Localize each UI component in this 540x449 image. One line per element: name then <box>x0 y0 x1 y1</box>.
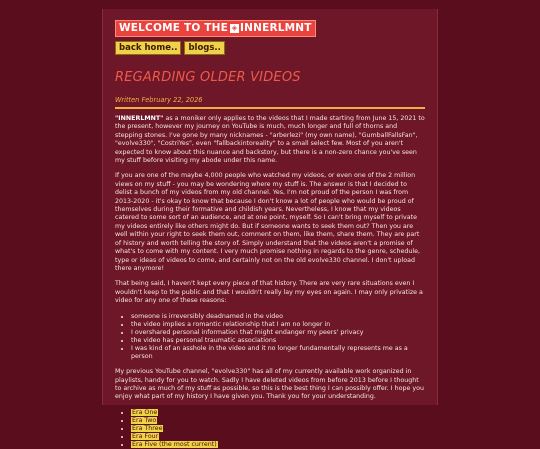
paragraph-intro-text: as a moniker only applies to the videos that I made starting from June 15, 2021 to the present, however my journey on YouTube is much, much longer and full of thorns and stepping stones. I've gone by many nicknames - "arberlezi" (my own name), "GumballFallsFan", "evolve330", "CostriYes", even "fallbackintoreality" to a small select few. Most of you aren't expected to know about this nuance and backstory, but there is a non-zero chance you've seen my stuff before visiting my abode under this name. <box>115 115 425 165</box>
brand-logo-icon: ◈ <box>231 23 238 32</box>
list-item: • someone is irreversibly deadnamed in the video <box>131 313 425 321</box>
banner-text: WELCOME TO THE <box>119 22 229 34</box>
era-five-link[interactable]: Era Five (the most current) <box>132 441 217 449</box>
site-banner <box>115 20 316 37</box>
post-body <box>115 115 425 449</box>
list-item <box>131 425 425 433</box>
paragraph-intro <box>115 115 425 165</box>
site-header <box>115 20 425 37</box>
era-one-link[interactable]: Era One <box>132 408 158 416</box>
paragraph-reasons-intro: That being said, I haven't kept every piece of that history. There are very rare situations even I wouldn't keep to the public and that I wouldn't really lay my eyes on again. I may only privatize a video for any one of these reasons: <box>115 280 423 305</box>
reasons-list <box>115 313 425 362</box>
paragraph-delisting: If you are one of the maybe 4,000 people who watched my videos, or even one of the 2 million views on my stuff - you may be wondering where my stuff is. The answer is that I decided to delist a bunch of my videos from my old channel. Yes, I'm not proud of the person I was from 2013-2020 - it's okay to know that because I don't know a lot of people who would be proud of themselves during their formative and childish years. Nevertheless, I know that my videos catered to some sort of an audience, and at one point, myself. So I can't bring myself to private my videos entirely like others might do. But if someone wants to seek them out? Then you are well within your right to seek them out, comment on them, like them, share them. They are part of history and worth telling the story of. Simply understand that the videos aren't a promise of what's to come with my content. I very much promise nothing in regards to the genre, schedule, type or ideas of videos to come, and certainly not on the old evolve330 channel. I don't upload there anymore! <box>115 172 420 272</box>
list-item: • the video implies a romantic relationship that I am no longer in <box>131 321 425 329</box>
content-panel <box>102 9 438 449</box>
blogs-link[interactable]: blogs.. <box>184 41 224 55</box>
list-item: • I overshared personal information that might endanger my peers' privacy <box>131 329 425 337</box>
back-home-link[interactable]: back home.. <box>115 41 181 55</box>
era-three-link[interactable]: Era Three <box>132 424 163 432</box>
post-title: REGARDING OLDER VIDEOS <box>115 70 301 85</box>
list-item <box>131 433 425 441</box>
brand-mention: "INNERLMNT" <box>115 115 164 122</box>
banner-brand: INNERLMNT <box>240 22 312 34</box>
divider <box>115 107 425 109</box>
list-item: • I was kind of an asshole in the video and it no longer fundamentally represents me as a person <box>131 345 425 361</box>
paragraph-channel: My previous YouTube channel, "evolve330" has all of my currently available work organized in playlists, handy for you to watch. Sadly I have deleted videos from before 2013 before I thought to archive as much of my stuff as possible, so this is the best thing I can possibly offer. I hope you enjoy what part of my history I have given you. Thank you for your understanding. <box>115 368 424 401</box>
nav-bar <box>115 41 425 55</box>
era-two-link[interactable]: Era Two <box>132 416 157 424</box>
list-item: • the video has personal traumatic associations <box>131 337 425 345</box>
list-item <box>131 409 425 417</box>
era-four-link[interactable]: Era Four <box>132 433 159 440</box>
era-playlist-list <box>115 409 425 449</box>
list-item <box>131 417 425 425</box>
post-date: Written February 22, 2026 <box>115 96 203 104</box>
list-item <box>131 441 425 449</box>
